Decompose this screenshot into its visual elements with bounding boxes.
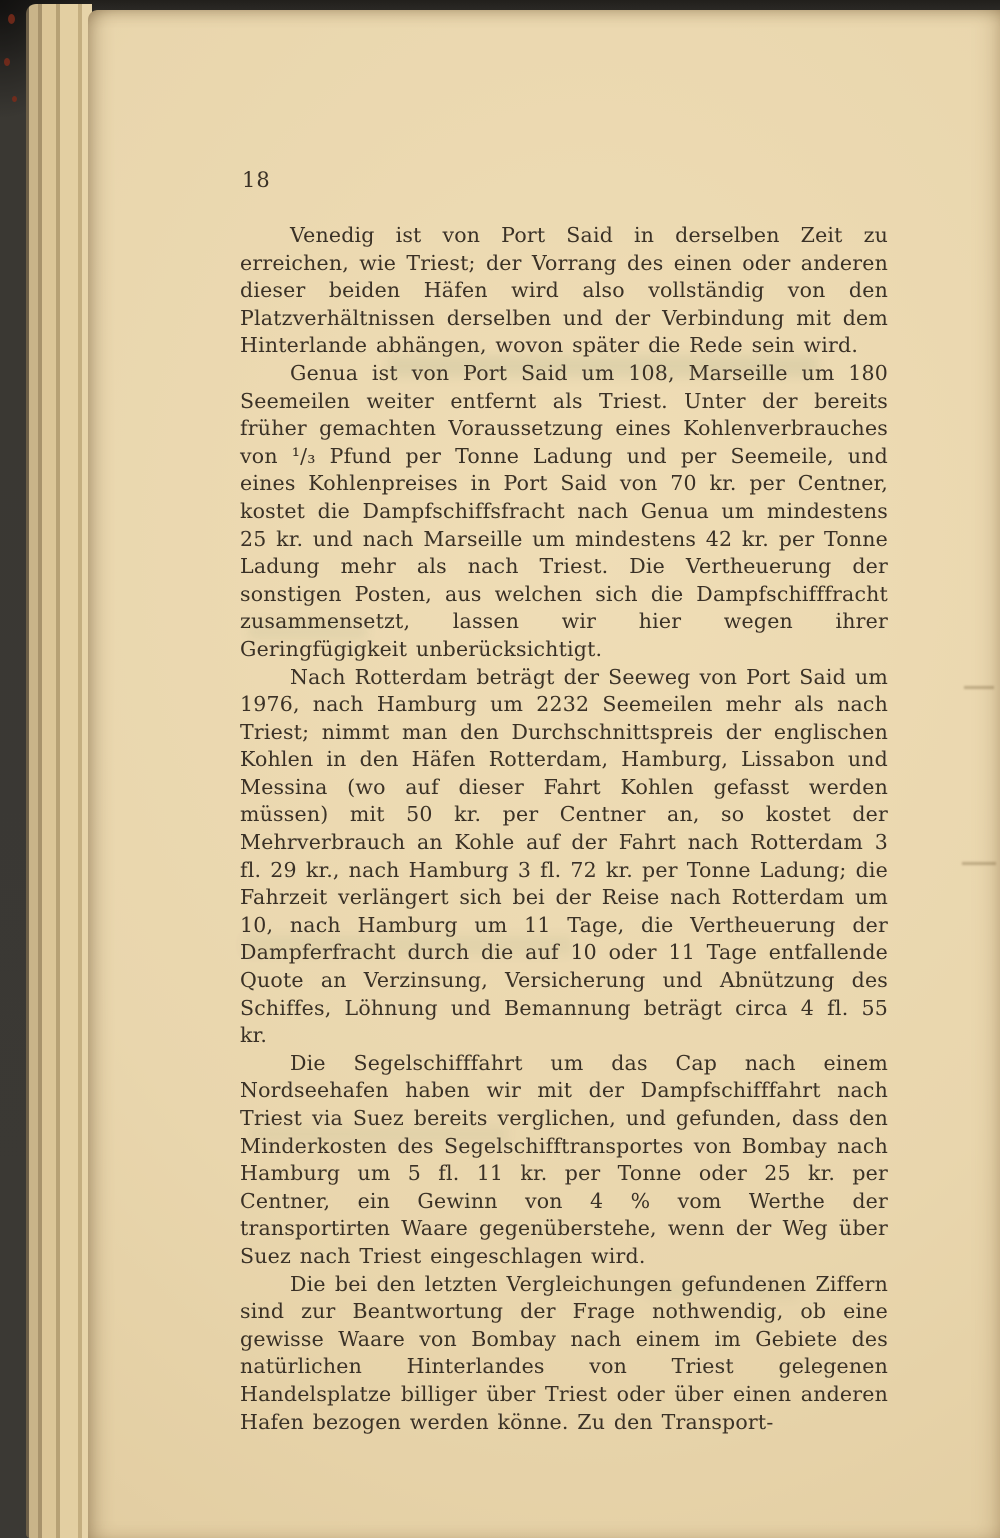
page-number: 18 (242, 168, 271, 192)
text-column (240, 168, 888, 1436)
book-page (88, 10, 1000, 1538)
paragraph-2: Genua ist von Port Said um 108, Marseille um 180 Seemeilen weiter entfernt als Triest. Unter der bereits früher gemachten Voraussetzung eines Kohlenverbrauches von ¹/₃ Pfund per Tonne Ladung und per Seemeile, und eines Kohlenpreises in Port Said von 70 kr. per Centner, kostet die Dampfschiffsfracht nach Genua um mindestens 25 kr. und nach Marseille um mindestens 42 kr. per Tonne Ladung mehr als nach Triest. Die Vertheuerung der sonstigen Posten, aus welchen sich die Dampfschifffracht zusammensetzt, lassen wir hier wegen ihrer Geringfügigkeit unberücksichtigt. (240, 360, 888, 661)
paper-crease (964, 686, 994, 689)
spine-speck (8, 14, 15, 24)
paper-crease (962, 862, 996, 865)
paragraph-1: Venedig ist von Port Said in derselben Zeit zu erreichen, wie Triest; der Vorrang des einen oder anderen dieser beiden Häfen wird also vollständig von den Platzverhältnissen derselben und der Verbindung mit dem Hinterlande abhängen, wovon später die Rede sein wird. (240, 223, 888, 358)
spine-speck (12, 96, 17, 102)
spine-speck (4, 58, 10, 66)
book-page-edges (26, 4, 92, 1538)
paragraph-3: Nach Rotterdam beträgt der Seeweg von Port Said um 1976, nach Hamburg um 2232 Seemeilen mehr als nach Triest; nimmt man den Durchschnittspreis der englischen Kohlen in den Häfen Rotterdam, Hamburg, Lissabon und Messina (wo auf dieser Fahrt Kohlen gefasst werden müssen) mit 50 kr. per Centner an, so kostet der Mehrverbrauch an Kohle auf der Fahrt nach Rotterdam 3 fl. 29 kr., nach Hamburg 3 fl. 72 kr. per Tonne Ladung; die Fahrzeit verlängert sich bei der Reise nach Rotterdam um 10, nach Hamburg um 11 Tage, die Vertheuerung der Dampferfracht durch die auf 10 oder 11 Tage entfallende Quote an Verzinsung, Versicherung und Abnützung des Schiffes, Löhnung und Bemannung beträgt circa 4 fl. 55 kr. (240, 664, 888, 1048)
paragraph-5: Die bei den letzten Vergleichungen gefundenen Ziffern sind zur Beantwortung der Frage nothwendig, ob eine gewisse Waare von Bombay nach einem im Gebiete des natürlichen Hinterlandes von Triest gelegenen Handelsplatze billiger über Triest oder über einen anderen Hafen bezogen werden könne. Zu den Transport- (240, 1271, 888, 1434)
paragraph-4: Die Segelschifffahrt um das Cap nach einem Nordseehafen haben wir mit der Dampfschifffahrt nach Triest via Suez bereits verglichen, und gefunden, dass den Minderkosten des Segelschifftransportes von Bombay nach Hamburg um 5 fl. 11 kr. per Tonne oder 25 kr. per Centner, ein Gewinn von 4 % vom Werthe der transportirten Waare gegenüberstehe, wenn der Weg über Suez nach Triest eingeschlagen wird. (240, 1050, 888, 1268)
